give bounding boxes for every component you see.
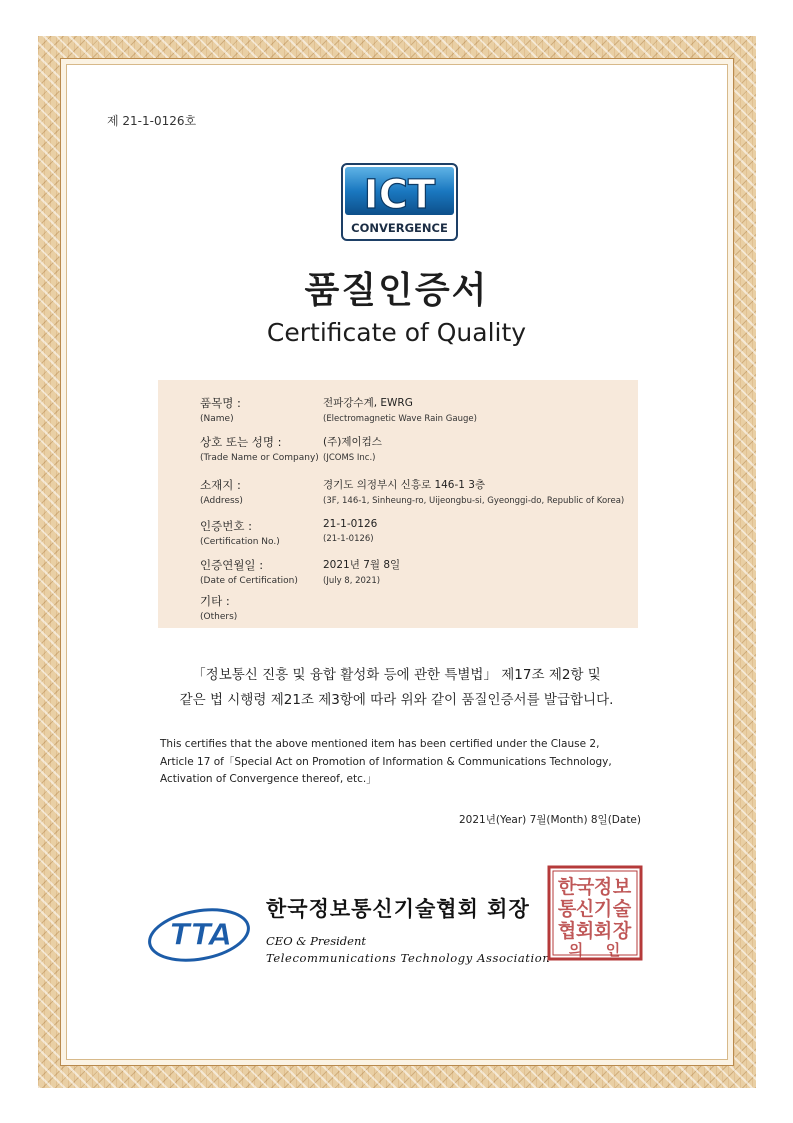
value-ko: 21-1-0126 xyxy=(323,518,378,530)
svg-text:보: 보 xyxy=(612,876,632,898)
value-en: (21-1-0126) xyxy=(323,534,374,544)
title-english: Certificate of Quality xyxy=(266,318,527,347)
label-ko: 상호 또는 성명 : xyxy=(200,435,282,449)
svg-text:인: 인 xyxy=(605,941,621,959)
label-en: (Name) xyxy=(200,414,234,424)
statement-ko-line: 같은 법 시행령 제21조 제3항에 따라 위와 같이 품질인증서를 발급합니다. xyxy=(179,692,614,708)
value-ko: 전파강수계, EWRG xyxy=(323,397,413,409)
official-seal-stamp xyxy=(547,865,643,961)
value-en: (Electromagnetic Wave Rain Gauge) xyxy=(323,414,477,424)
label-ko: 기타 : xyxy=(200,594,230,608)
value-en: (JCOMS Inc.) xyxy=(323,453,376,463)
issuer-name-korean: 한국정보통신기술협회 회장 xyxy=(266,897,530,921)
svg-text:한: 한 xyxy=(557,876,577,898)
svg-text:회: 회 xyxy=(575,920,595,942)
tta-logo-text: TTA xyxy=(169,918,233,953)
ict-convergence-logo xyxy=(341,163,458,241)
label-en: (Others) xyxy=(200,612,238,622)
label-en: (Trade Name or Company) xyxy=(200,453,319,463)
statement-en-line: Article 17 of「Special Act on Promotion of Information & Communications Technology, xyxy=(160,755,612,768)
value-en: (July 8, 2021) xyxy=(323,576,381,586)
issue-date: 2021년(Year) 7월(Month) 8일(Date) xyxy=(458,814,641,826)
certificate-number: 제 21-1-0126호 xyxy=(107,114,197,128)
label-ko: 소재지 : xyxy=(200,478,241,492)
label-ko: 인증번호 : xyxy=(200,519,252,533)
svg-text:기: 기 xyxy=(593,898,613,920)
svg-text:정: 정 xyxy=(593,876,613,898)
label-en: (Certification No.) xyxy=(200,537,280,547)
label-en: (Date of Certification) xyxy=(200,576,298,586)
label-ko: 품목명 : xyxy=(200,396,241,410)
svg-text:장: 장 xyxy=(612,920,632,942)
svg-text:협: 협 xyxy=(557,920,577,942)
svg-text:신: 신 xyxy=(575,898,595,920)
tta-logo xyxy=(147,903,252,963)
svg-text:국: 국 xyxy=(575,876,595,898)
svg-text:통: 통 xyxy=(557,898,577,920)
svg-text:회: 회 xyxy=(593,920,613,942)
statement-en-line: This certifies that the above mentioned item has been certified under the Clause 2, xyxy=(160,738,600,750)
ict-logo-text: ICT xyxy=(363,172,436,218)
value-ko: (주)제이컴스 xyxy=(323,436,382,448)
label-en: (Address) xyxy=(200,496,243,506)
convergence-logo-text: CONVERGENCE xyxy=(351,221,448,235)
value-ko: 경기도 의정부시 신흥로 146-1 3층 xyxy=(323,479,486,491)
title-korean: 품질인증서 xyxy=(304,270,489,311)
statement-english xyxy=(160,736,640,789)
statement-korean xyxy=(0,663,793,713)
svg-text:의: 의 xyxy=(568,941,584,959)
value-en: (3F, 146-1, Sinheung-ro, Uijeongbu-si, Gyeonggi-do, Republic of Korea) xyxy=(323,496,625,506)
statement-ko-line: 「정보통신 진흥 및 융합 활성화 등에 관한 특별법」 제17조 제2항 및 xyxy=(192,667,601,683)
label-ko: 인증연월일 : xyxy=(200,558,264,572)
statement-en-line: Activation of Convergence thereof, etc.」 xyxy=(160,773,377,785)
issuer-org-english: Telecommunications Technology Association xyxy=(266,951,551,965)
issuer-title-english: CEO & President xyxy=(266,934,366,948)
svg-text:술: 술 xyxy=(612,898,632,920)
value-ko: 2021년 7월 8일 xyxy=(323,559,401,571)
